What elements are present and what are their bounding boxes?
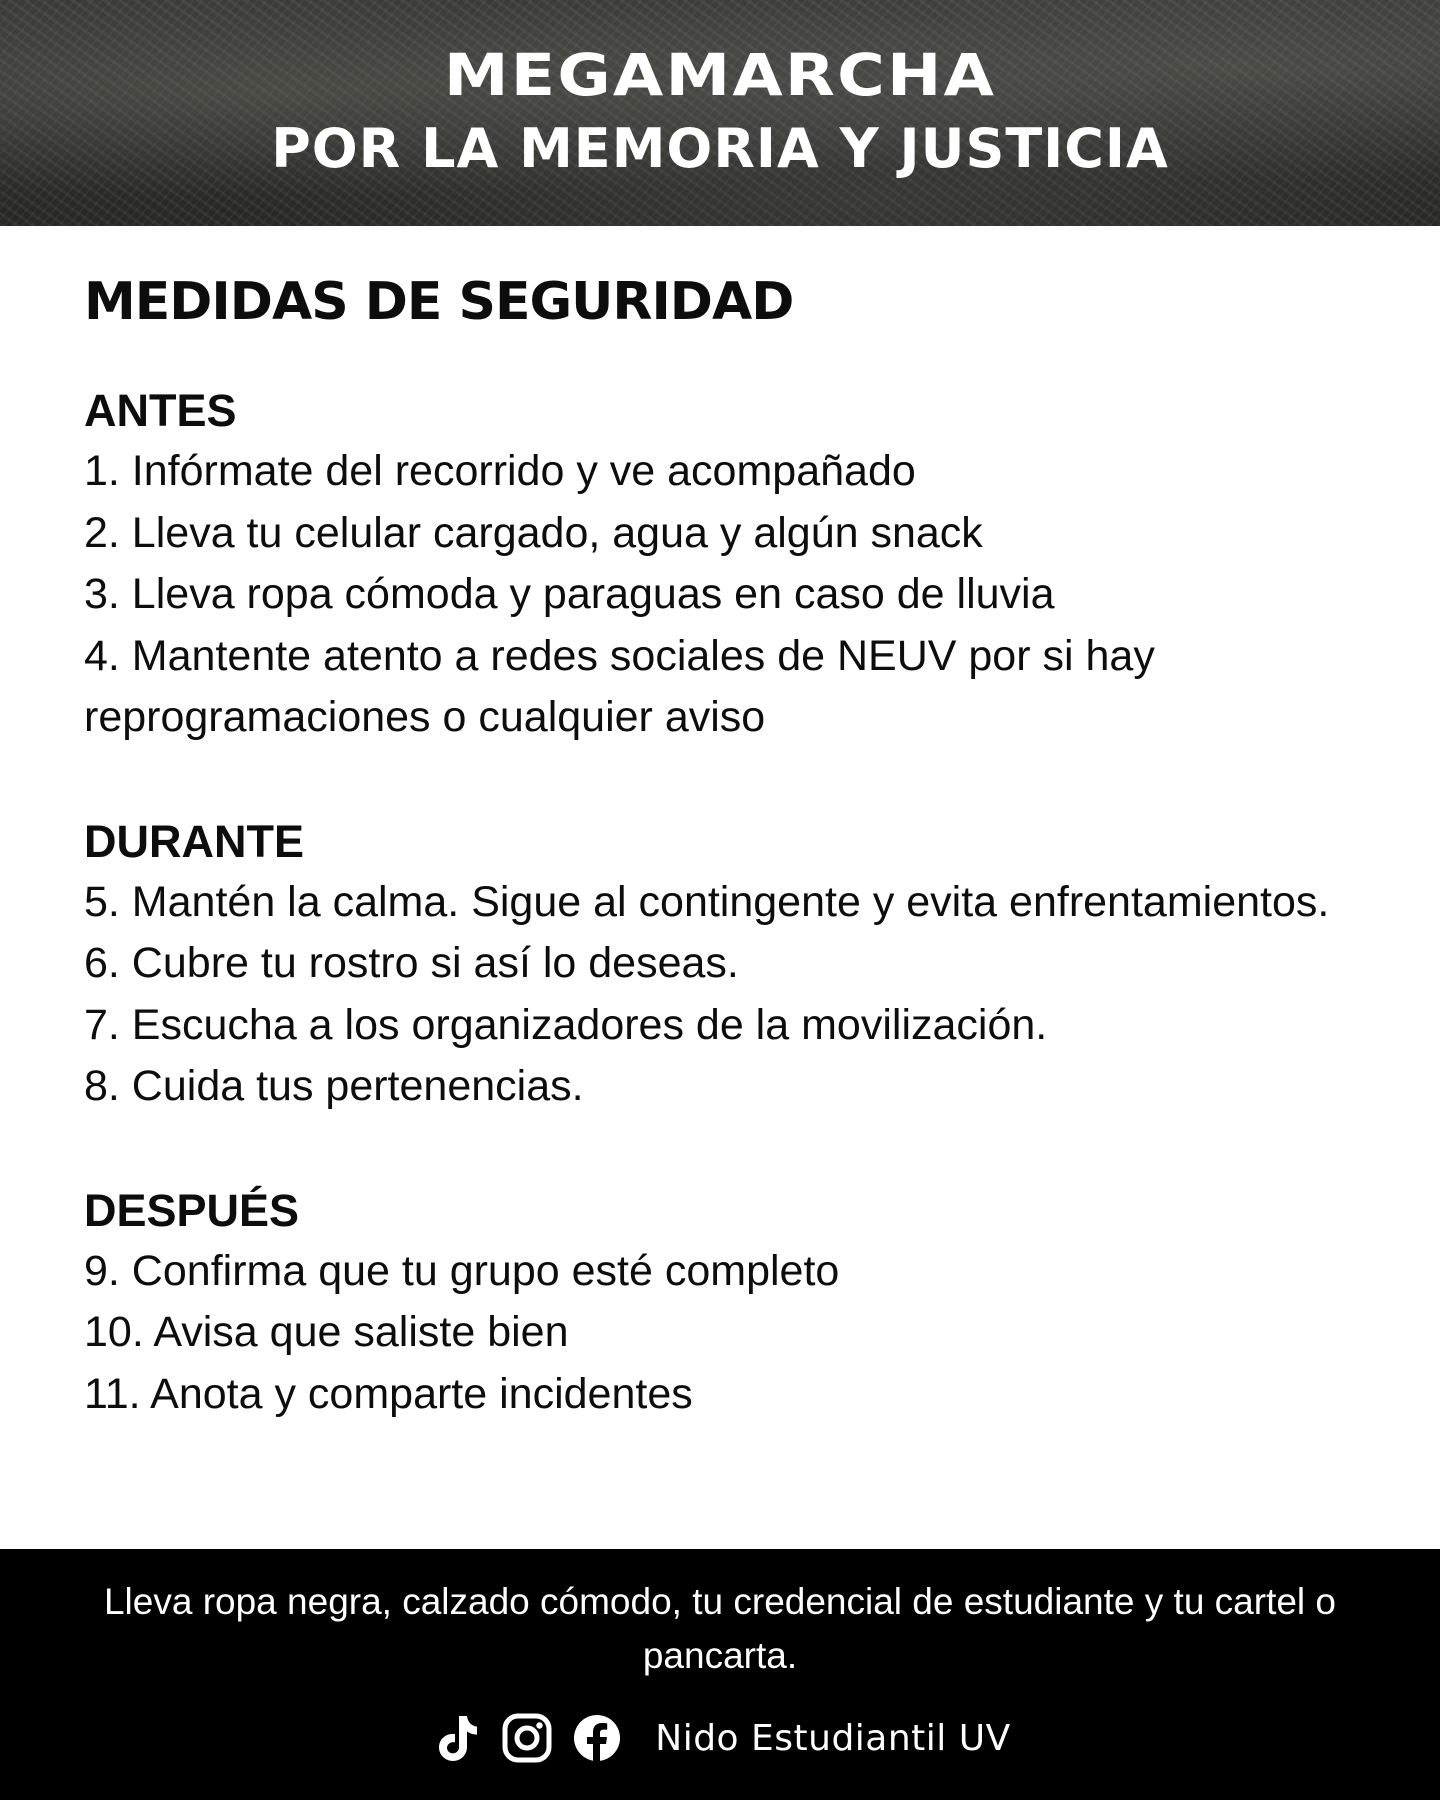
section-antes <box>84 380 1384 749</box>
social-links <box>0 1710 1440 1766</box>
list-item: 4. Mantente atento a redes sociales de NEUV por si hay reprogramaciones o cualquier aviso <box>84 631 1155 741</box>
list-item: 6. Cubre tu rostro si así lo deseas. <box>84 939 739 987</box>
section-heading: DURANTE <box>84 815 304 867</box>
list-item: 11. Anota y comparte incidentes <box>84 1369 693 1418</box>
header-banner <box>0 0 1440 226</box>
safety-measures <box>84 270 1384 1487</box>
section-durante <box>84 811 1384 1118</box>
event-subtitle: POR LA MEMORIA Y JUSTICIA <box>271 117 1169 180</box>
section-heading: ANTES <box>84 385 237 436</box>
list-item: 3. Lleva ropa cómoda y paraguas en caso de lluvia <box>84 570 1055 618</box>
tiktok-icon[interactable] <box>429 1710 485 1766</box>
section-heading: DESPUÉS <box>84 1184 300 1236</box>
section-despues <box>84 1180 1384 1426</box>
list-item: 10. Avisa que saliste bien <box>84 1308 569 1356</box>
facebook-icon[interactable] <box>569 1710 625 1766</box>
list-item: 2. Lleva tu celular cargado, agua y algún snack <box>84 508 983 557</box>
page-title: MEDIDAS DE SEGURIDAD <box>84 272 794 332</box>
list-item: 5. Mantén la calma. Sigue al contingente y evita enfrentamientos. <box>84 877 1330 926</box>
social-account-name[interactable]: Nido Estudiantil UV <box>655 1717 1011 1759</box>
list-item: 9. Confirma que tu grupo esté completo <box>84 1246 840 1295</box>
list-item: 8. Cuida tus pertenencias. <box>84 1062 584 1110</box>
list-item: 7. Escucha a los organizadores de la movilización. <box>84 1000 1048 1049</box>
footer-note: Lleva ropa negra, calzado cómodo, tu credencial de estudiante y tu cartel o pancarta. <box>103 1581 1337 1676</box>
instagram-icon[interactable] <box>499 1710 555 1766</box>
event-title: MEGAMARCHA <box>443 41 997 109</box>
list-item: 1. Infórmate del recorrido y ve acompañado <box>84 447 916 495</box>
